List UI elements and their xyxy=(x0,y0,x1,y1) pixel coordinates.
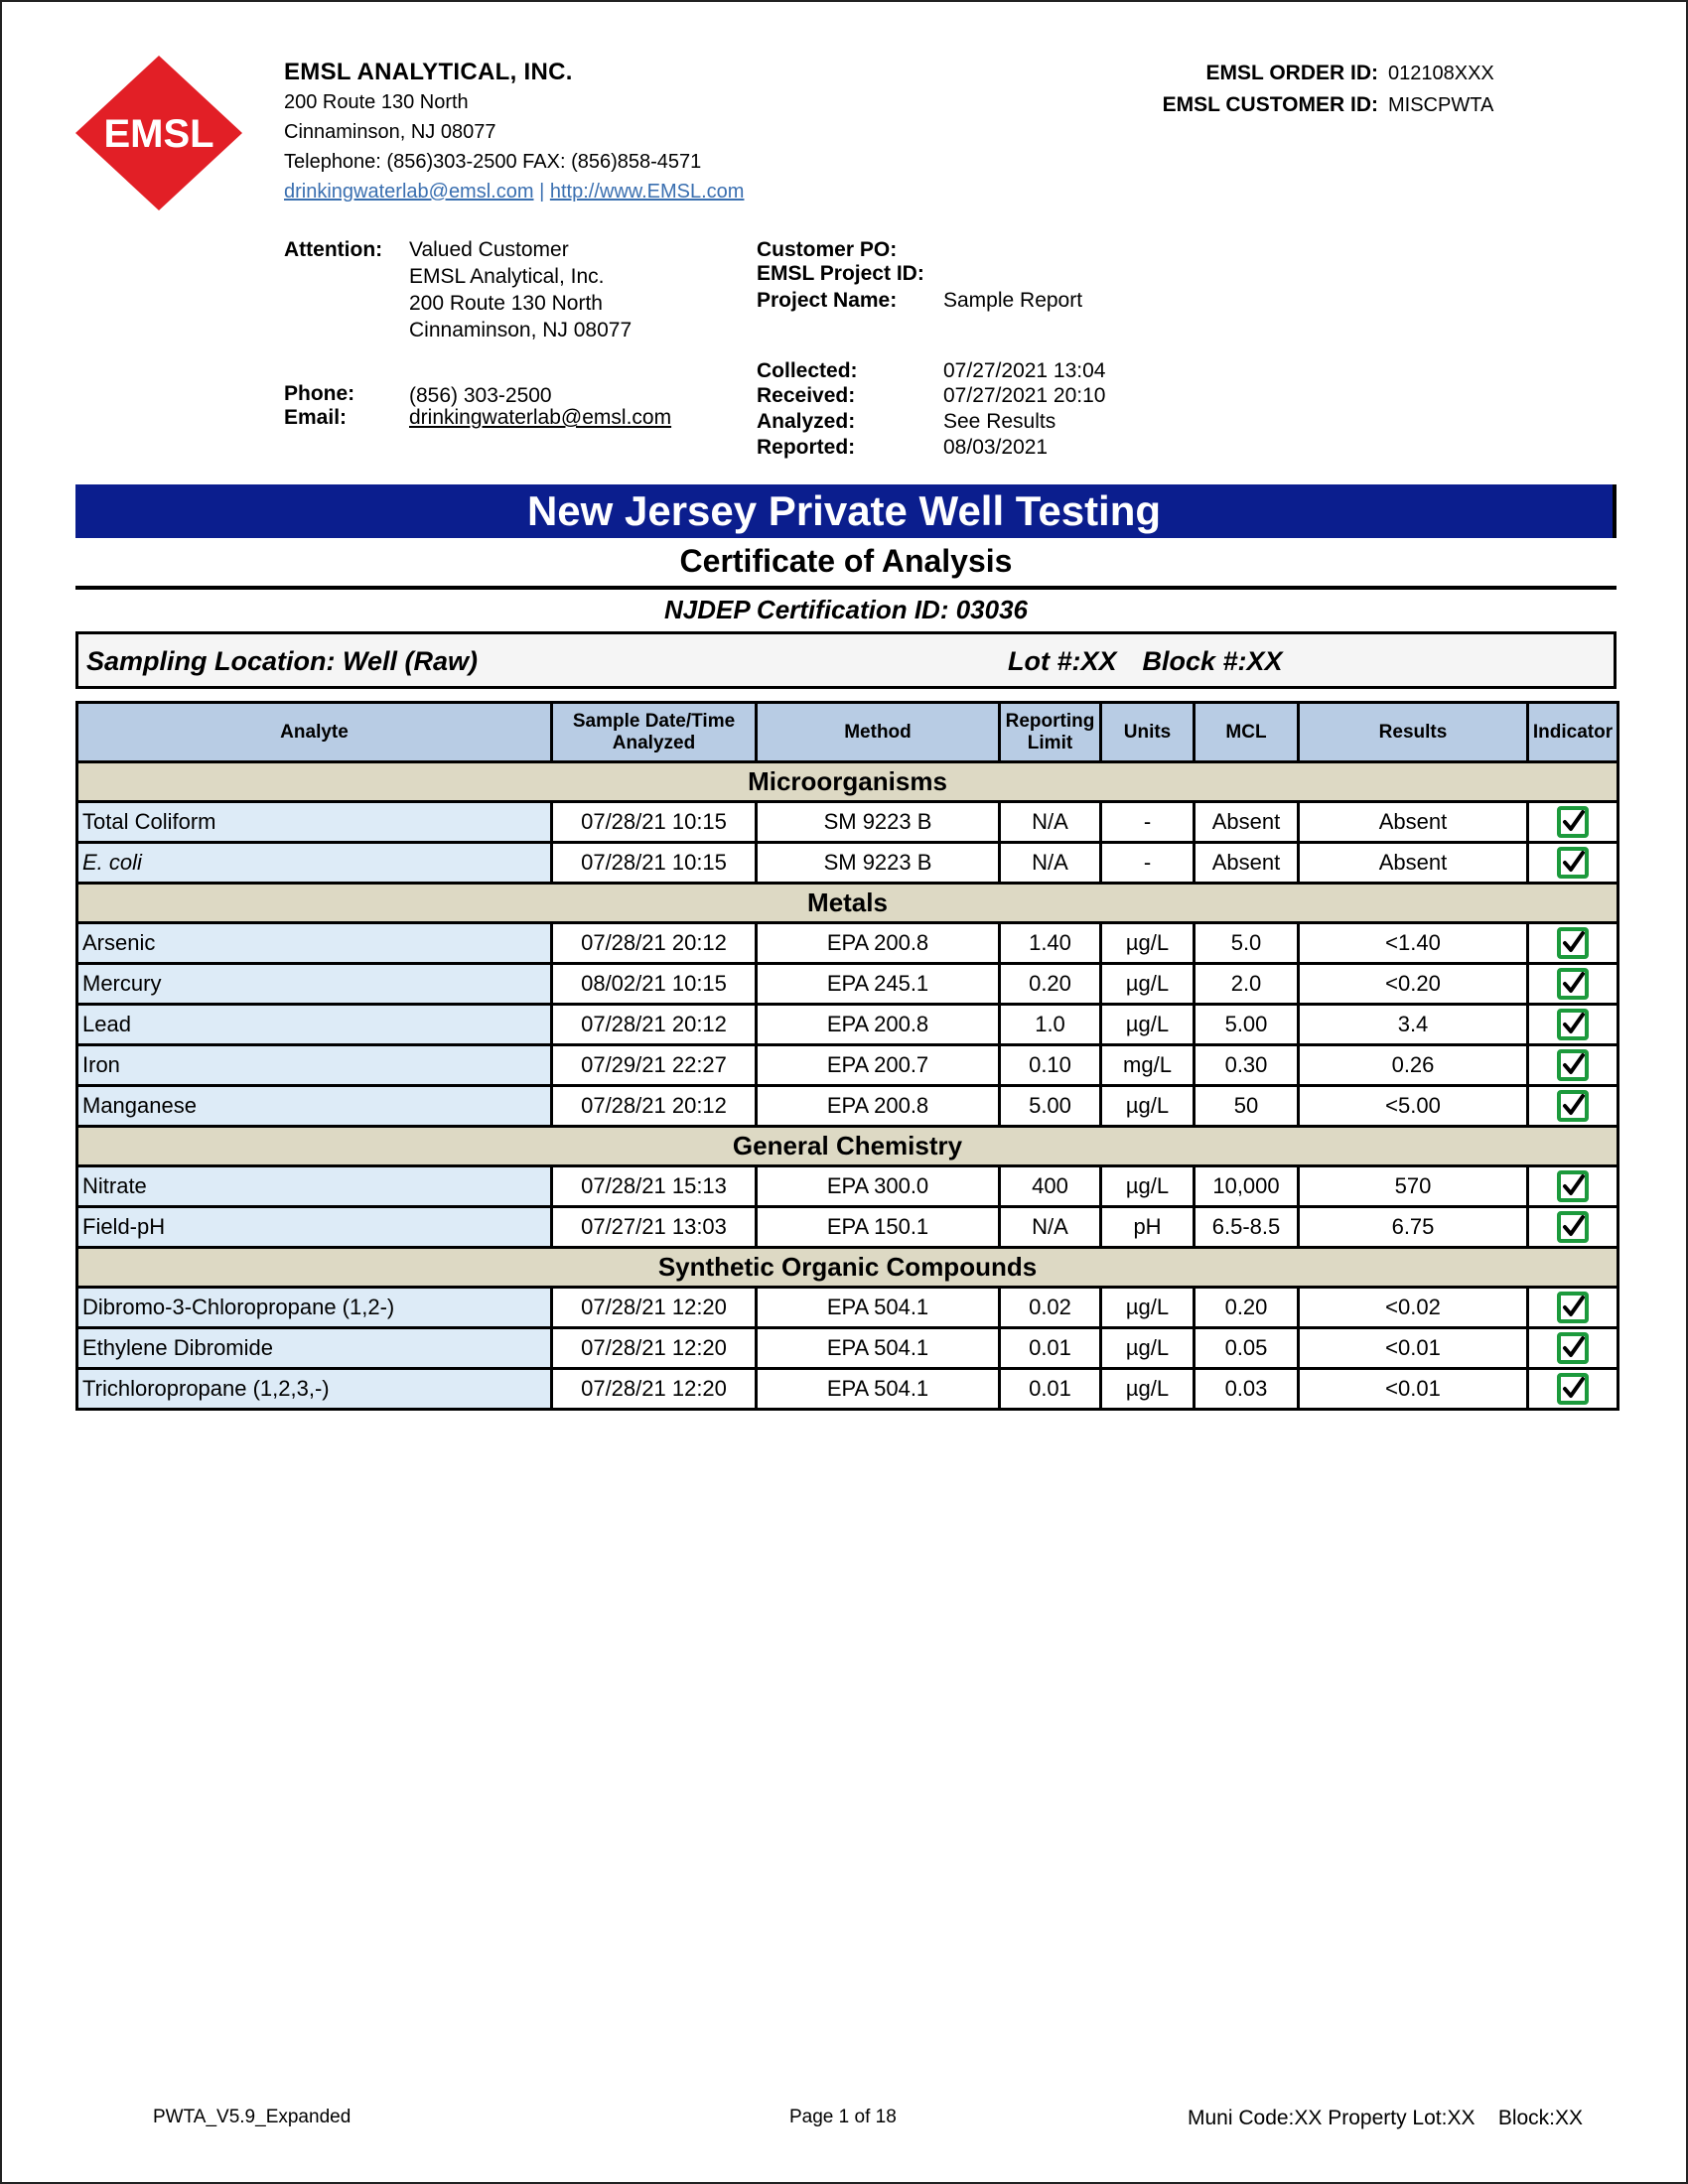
method-cell: EPA 245.1 xyxy=(757,964,1000,1005)
reporting-limit-cell: N/A xyxy=(1000,1207,1101,1248)
sample-date-cell: 07/28/21 12:20 xyxy=(552,1328,757,1369)
attention-label: Attention: xyxy=(284,238,383,261)
analyte-cell: Dibromo-3-Chloropropane (1,2-) xyxy=(77,1288,552,1328)
result-cell: <0.02 xyxy=(1299,1288,1528,1328)
mcl-cell: 5.00 xyxy=(1195,1005,1299,1045)
sample-date-cell: 07/28/21 20:12 xyxy=(552,923,757,964)
section-row xyxy=(77,884,1618,923)
sample-date-cell: 08/02/21 10:15 xyxy=(552,964,757,1005)
reported-value: 08/03/2021 xyxy=(943,436,1049,459)
logo-text: EMSL xyxy=(103,112,214,156)
section-row xyxy=(77,1127,1618,1166)
sampling-location-box xyxy=(75,631,1617,689)
section-title: General Chemistry xyxy=(77,1127,1618,1166)
reporting-limit-cell: 1.40 xyxy=(1000,923,1101,964)
sample-date-cell: 07/29/21 22:27 xyxy=(552,1045,757,1086)
reporting-limit-cell: 5.00 xyxy=(1000,1086,1101,1127)
company-name: EMSL ANALYTICAL, INC. xyxy=(284,59,573,85)
section-row xyxy=(77,762,1618,802)
method-cell: EPA 200.7 xyxy=(757,1045,1000,1086)
mcl-cell: Absent xyxy=(1195,802,1299,843)
indicator-cell xyxy=(1528,1288,1618,1328)
mcl-cell: 6.5-8.5 xyxy=(1195,1207,1299,1248)
customer-id-value: MISCPWTA xyxy=(1388,94,1494,116)
received-label: Received: xyxy=(757,384,856,407)
mcl-cell: Absent xyxy=(1195,843,1299,884)
method-cell: EPA 200.8 xyxy=(757,1005,1000,1045)
order-info xyxy=(1163,58,1505,121)
project-name-label: Project Name: xyxy=(757,289,898,312)
link-separator: | xyxy=(539,181,545,203)
table-row xyxy=(77,1045,1618,1086)
analyte-cell: Ethylene Dibromide xyxy=(77,1328,552,1369)
indicator-cell xyxy=(1528,1005,1618,1045)
result-cell: <1.40 xyxy=(1299,923,1528,964)
analyte-cell: Manganese xyxy=(77,1086,552,1127)
analyte-cell: Arsenic xyxy=(77,923,552,964)
checkbox-checked-icon xyxy=(1557,1292,1589,1323)
section-row xyxy=(77,1248,1618,1288)
indicator-cell xyxy=(1528,1207,1618,1248)
customer-id-label: EMSL CUSTOMER ID: xyxy=(1162,93,1378,116)
company-website-link[interactable]: http://www.EMSL.com xyxy=(549,181,745,203)
indicator-cell xyxy=(1528,1045,1618,1086)
analyte-cell: Iron xyxy=(77,1045,552,1086)
phone-label: Phone: xyxy=(284,382,355,405)
sample-date-cell: 07/27/21 13:03 xyxy=(552,1207,757,1248)
company-address-2: Cinnaminson, NJ 08077 xyxy=(284,121,496,143)
header-sample-date: Sample Date/Time Analyzed xyxy=(552,703,757,762)
table-row xyxy=(77,1005,1618,1045)
certificate-title: Certificate of Analysis xyxy=(679,543,1013,579)
checkbox-checked-icon xyxy=(1557,1009,1589,1040)
mcl-cell: 0.03 xyxy=(1195,1369,1299,1410)
table-row xyxy=(77,1369,1618,1410)
header-indicator: Indicator xyxy=(1528,703,1618,762)
units-cell: µg/L xyxy=(1101,1005,1195,1045)
analyte-cell: Total Coliform xyxy=(77,802,552,843)
method-cell: EPA 150.1 xyxy=(757,1207,1000,1248)
reporting-limit-cell: 0.01 xyxy=(1000,1369,1101,1410)
attention-line: Cinnaminson, NJ 08077 xyxy=(409,319,633,341)
company-address-1: 200 Route 130 North xyxy=(284,91,469,113)
lot-number: Lot #:XX xyxy=(1008,646,1117,676)
order-id-label: EMSL ORDER ID: xyxy=(1205,62,1378,84)
units-cell: - xyxy=(1101,843,1195,884)
units-cell: mg/L xyxy=(1101,1045,1195,1086)
table-row xyxy=(77,1328,1618,1369)
method-cell: EPA 300.0 xyxy=(757,1166,1000,1207)
units-cell: µg/L xyxy=(1101,1288,1195,1328)
table-row xyxy=(77,964,1618,1005)
project-name-value: Sample Report xyxy=(943,289,1083,312)
units-cell: µg/L xyxy=(1101,1086,1195,1127)
method-cell: EPA 200.8 xyxy=(757,923,1000,964)
units-cell: µg/L xyxy=(1101,1328,1195,1369)
table-row xyxy=(77,1166,1618,1207)
received-value: 07/27/2021 20:10 xyxy=(943,384,1106,407)
result-cell: 570 xyxy=(1299,1166,1528,1207)
analyte-cell: Field-pH xyxy=(77,1207,552,1248)
table-row xyxy=(77,1288,1618,1328)
analyzed-value: See Results xyxy=(943,410,1056,433)
footer-version: PWTA_V5.9_Expanded xyxy=(153,2107,352,2127)
indicator-cell xyxy=(1528,802,1618,843)
reporting-limit-cell: 0.02 xyxy=(1000,1288,1101,1328)
method-cell: EPA 504.1 xyxy=(757,1288,1000,1328)
units-cell: µg/L xyxy=(1101,964,1195,1005)
header-units: Units xyxy=(1101,703,1195,762)
method-cell: SM 9223 B xyxy=(757,843,1000,884)
header-results: Results xyxy=(1299,703,1528,762)
reporting-limit-cell: 0.01 xyxy=(1000,1328,1101,1369)
units-cell: µg/L xyxy=(1101,923,1195,964)
title-divider xyxy=(75,586,1617,590)
result-cell: <5.00 xyxy=(1299,1086,1528,1127)
mcl-cell: 0.30 xyxy=(1195,1045,1299,1086)
indicator-cell xyxy=(1528,1369,1618,1410)
result-cell: Absent xyxy=(1299,802,1528,843)
table-row xyxy=(77,923,1618,964)
method-cell: EPA 504.1 xyxy=(757,1328,1000,1369)
analyte-cell: Mercury xyxy=(77,964,552,1005)
reporting-limit-cell: 0.20 xyxy=(1000,964,1101,1005)
mcl-cell: 50 xyxy=(1195,1086,1299,1127)
units-cell: pH xyxy=(1101,1207,1195,1248)
indicator-cell xyxy=(1528,1086,1618,1127)
project-id-label: EMSL Project ID: xyxy=(757,262,924,285)
table-row xyxy=(77,843,1618,884)
checkbox-checked-icon xyxy=(1557,1049,1589,1081)
checkbox-checked-icon xyxy=(1557,968,1589,1000)
section-title: Synthetic Organic Compounds xyxy=(77,1248,1618,1288)
sample-date-cell: 07/28/21 12:20 xyxy=(552,1288,757,1328)
indicator-cell xyxy=(1528,1328,1618,1369)
indicator-cell xyxy=(1528,964,1618,1005)
result-cell: Absent xyxy=(1299,843,1528,884)
mcl-cell: 0.05 xyxy=(1195,1328,1299,1369)
result-cell: 3.4 xyxy=(1299,1005,1528,1045)
analyte-cell: E. coli xyxy=(77,843,552,884)
sample-date-cell: 07/28/21 15:13 xyxy=(552,1166,757,1207)
units-cell: µg/L xyxy=(1101,1166,1195,1207)
lot-block xyxy=(1008,646,1283,677)
analyte-cell: Nitrate xyxy=(77,1166,552,1207)
mcl-cell: 0.20 xyxy=(1195,1288,1299,1328)
table-row xyxy=(77,802,1618,843)
collected-label: Collected: xyxy=(757,359,858,382)
checkbox-checked-icon xyxy=(1557,1170,1589,1202)
header-method: Method xyxy=(757,703,1000,762)
mcl-cell: 2.0 xyxy=(1195,964,1299,1005)
customer-po-label: Customer PO: xyxy=(757,238,898,261)
reporting-limit-cell: 1.0 xyxy=(1000,1005,1101,1045)
sample-date-cell: 07/28/21 10:15 xyxy=(552,843,757,884)
email-value[interactable]: drinkingwaterlab@emsl.com xyxy=(409,406,672,429)
attention-line: EMSL Analytical, Inc. xyxy=(409,265,605,288)
section-title: Metals xyxy=(77,884,1618,923)
result-cell: 6.75 xyxy=(1299,1207,1528,1248)
checkbox-checked-icon xyxy=(1557,927,1589,959)
attention-line: Valued Customer xyxy=(409,238,569,261)
section-title: Microorganisms xyxy=(77,762,1618,802)
collected-value: 07/27/2021 13:04 xyxy=(943,359,1106,382)
result-cell: <0.01 xyxy=(1299,1369,1528,1410)
table-header-row xyxy=(77,703,1618,762)
header-reporting-limit: Reporting Limit xyxy=(1000,703,1101,762)
njdep-certification: NJDEP Certification ID: 03036 xyxy=(663,595,1029,624)
result-cell: 0.26 xyxy=(1299,1045,1528,1086)
company-links xyxy=(284,177,744,206)
attention-line: 200 Route 130 North xyxy=(409,292,603,315)
report-banner: New Jersey Private Well Testing xyxy=(75,484,1617,538)
sample-date-cell: 07/28/21 12:20 xyxy=(552,1369,757,1410)
emsl-logo xyxy=(73,54,244,212)
order-id-value: 012108XXX xyxy=(1388,63,1494,84)
company-block xyxy=(284,58,744,206)
indicator-cell xyxy=(1528,1166,1618,1207)
analyte-cell: Trichloropropane (1,2,3,-) xyxy=(77,1369,552,1410)
header-mcl: MCL xyxy=(1195,703,1299,762)
checkbox-checked-icon xyxy=(1557,1332,1589,1364)
checkbox-checked-icon xyxy=(1557,1090,1589,1122)
footer-page-number: Page 1 of 18 xyxy=(789,2107,897,2127)
analyzed-label: Analyzed: xyxy=(757,410,856,433)
company-phone-fax: Telephone: (856)303-2500 FAX: (856)858-4571 xyxy=(284,151,702,173)
sample-date-cell: 07/28/21 20:12 xyxy=(552,1086,757,1127)
results-table xyxy=(75,701,1619,1411)
footer-muni-code: Muni Code:XX Property Lot:XX Block:XX xyxy=(1188,2107,1584,2129)
mcl-cell: 10,000 xyxy=(1195,1166,1299,1207)
email-label: Email: xyxy=(284,406,348,429)
checkbox-checked-icon xyxy=(1557,847,1589,879)
reporting-limit-cell: N/A xyxy=(1000,843,1101,884)
result-cell: <0.20 xyxy=(1299,964,1528,1005)
checkbox-checked-icon xyxy=(1557,1373,1589,1405)
table-row xyxy=(77,1086,1618,1127)
header-analyte: Analyte xyxy=(77,703,552,762)
method-cell: EPA 504.1 xyxy=(757,1369,1000,1410)
reported-label: Reported: xyxy=(757,436,856,459)
sampling-location: Sampling Location: Well (Raw) xyxy=(86,646,479,676)
phone-value: (856) 303-2500 xyxy=(409,384,552,407)
mcl-cell: 5.0 xyxy=(1195,923,1299,964)
indicator-cell xyxy=(1528,923,1618,964)
table-row xyxy=(77,1207,1618,1248)
units-cell: µg/L xyxy=(1101,1369,1195,1410)
sample-date-cell: 07/28/21 20:12 xyxy=(552,1005,757,1045)
checkbox-checked-icon xyxy=(1557,806,1589,838)
method-cell: SM 9223 B xyxy=(757,802,1000,843)
method-cell: EPA 200.8 xyxy=(757,1086,1000,1127)
company-email-link[interactable]: drinkingwaterlab@emsl.com xyxy=(284,181,534,203)
reporting-limit-cell: 0.10 xyxy=(1000,1045,1101,1086)
reporting-limit-cell: 400 xyxy=(1000,1166,1101,1207)
result-cell: <0.01 xyxy=(1299,1328,1528,1369)
indicator-cell xyxy=(1528,843,1618,884)
reporting-limit-cell: N/A xyxy=(1000,802,1101,843)
units-cell: - xyxy=(1101,802,1195,843)
analyte-cell: Lead xyxy=(77,1005,552,1045)
sample-date-cell: 07/28/21 10:15 xyxy=(552,802,757,843)
checkbox-checked-icon xyxy=(1557,1211,1589,1243)
block-number: Block #:XX xyxy=(1142,646,1283,676)
